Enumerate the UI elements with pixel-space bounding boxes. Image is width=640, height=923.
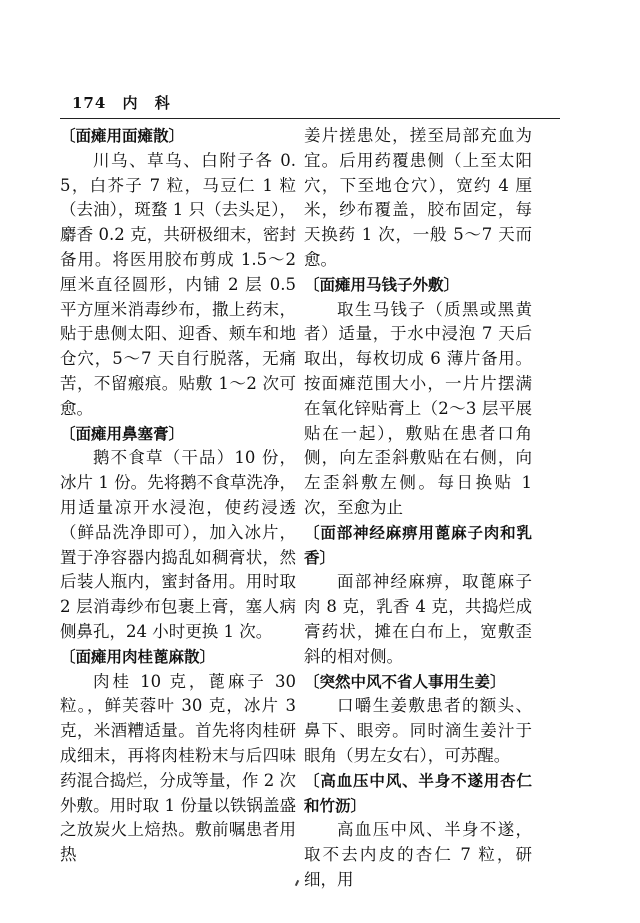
- section-title: 内: [122, 94, 139, 112]
- section-heading: 〔面瘫用肉桂蓖麻散〕: [60, 647, 216, 666]
- section-body: 肉桂 10 克，蓖麻子 30 粒。，鲜芙蓉叶 30 克，冰片 3 克，米酒糟适量。首先将肉桂研成细末，再将肉桂粉末与后四味药混合捣烂，分成等量，作 2 次外敷。用时取 1 份量以铁锅盖盛之放炭火上焙热。敷前嘱患者用热: [60, 671, 296, 865]
- section-heading: 〔面瘫用鼻塞膏〕: [60, 424, 185, 443]
- page-header: [72, 92, 181, 113]
- scan-speck: [295, 880, 299, 886]
- section-body: 鹅不食草（干品）10 份，冰片 1 份。先将鹅不食草洗净，用适量凉开水浸泡，使药浸透（鲜品洗净即可），加入冰片，置于净容器内捣乱如稠膏状，然后装人瓶内，蜜封备用。用时取 2 层消毒纱布包裹上膏，塞人病侧鼻孔，24 小时更换 1 次。: [60, 448, 296, 641]
- header-rule: [60, 118, 560, 119]
- section-heading: 〔面部神经麻痹用蓖麻子肉和乳香〕: [304, 523, 532, 567]
- section-heading: 〔面瘫用面瘫散〕: [60, 127, 185, 145]
- left-column: [60, 124, 296, 868]
- section-body: 川乌、草乌、白附子各 0.5，白芥子 7 粒，马豆仁 1 粒（去油），斑蝥 1 只（去头足），麝香 0.2 克，共研极细末，密封备用。将医用胶布剪成 1.5～2 厘米直径圆形，内铺 2 层 0.5 平方厘米消毒纱布，撒上药末，贴于患侧太阳、迎香、颊车和地仓穴，5～7 天自行脱落，无痛苦，不留瘢痕。贴敷 1～2 次可愈。: [60, 150, 296, 418]
- section-body: 取生马钱子（质黑或黑黄者）适量，于水中浸泡 7 天后取出，每枚切成 6 薄片备用。按面瘫范围大小，一片片摆满在氧化锌贴膏上（2～3 层平展贴在一起），敷贴在患者口角侧，向左歪斜敷贴在右侧，向左歪斜敷左侧。每日换贴 1 次，至愈为止: [304, 299, 532, 517]
- section-heading: 〔高血压中风、半身不遂用杏仁和竹沥〕: [304, 771, 532, 815]
- section-title-2: 科: [154, 94, 171, 112]
- section-heading: 〔突然中风不省人事用生姜〕: [304, 672, 506, 691]
- section-heading: 〔面瘫用马钱子外敷〕: [304, 275, 460, 294]
- page-number: 174: [72, 94, 107, 112]
- section-body: 面部神经麻痹，取蓖麻子肉 8 克，乳香 4 克，共捣烂成膏药状，摊在白布上，宽敷歪斜的相对侧。: [304, 572, 532, 666]
- section-body: 高血压中风、半身不遂，取不去内皮的杏仁 7 粒，研细，用: [304, 820, 532, 889]
- continued-text: 姜片搓患处，搓至局部充血为宜。后用药覆患侧（上至太阳穴，下至地仓穴），宽约 4 厘米，纱布覆盖，胶布固定，每天换药 1 次，一般 5～7 天而愈。: [304, 126, 532, 269]
- right-column: [304, 124, 532, 893]
- section-body: 口嚼生姜敷患者的额头、鼻下、眼旁。同时滴生姜汁于眼角（男左女右），可苏醒。: [304, 696, 532, 765]
